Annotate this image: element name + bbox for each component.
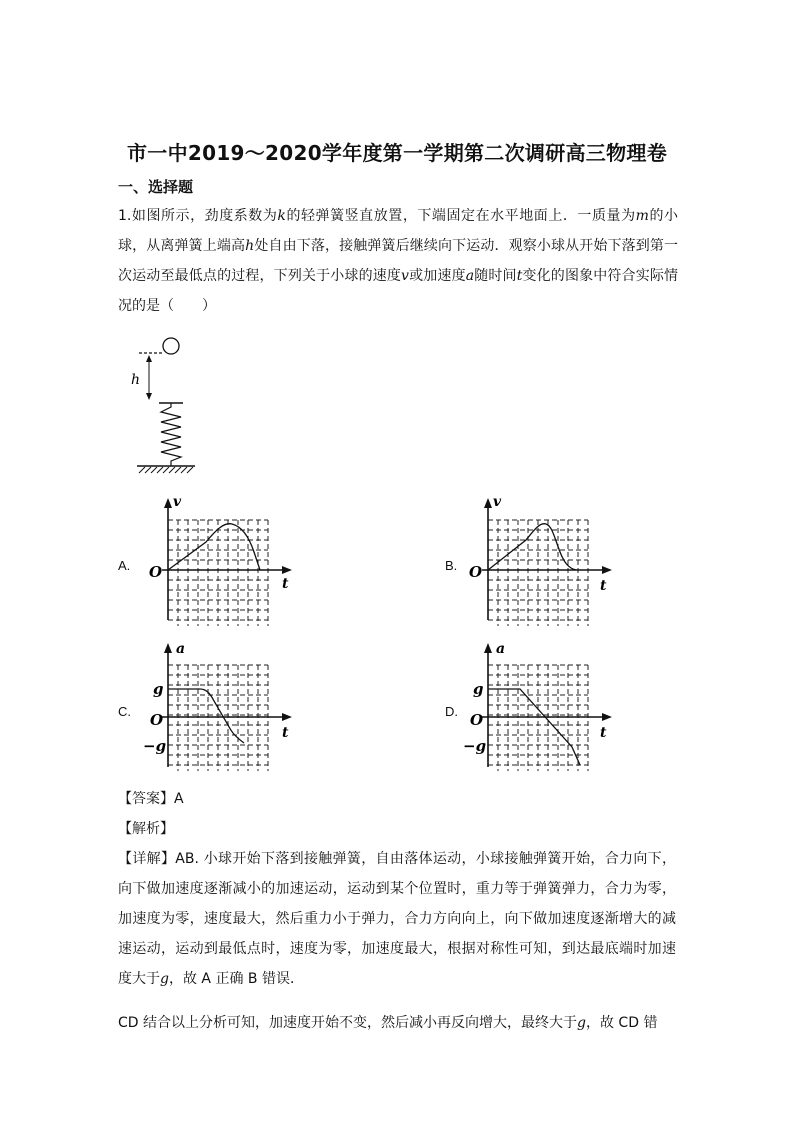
x-axis-label: t (282, 576, 289, 592)
y-axis-label: v (173, 494, 182, 510)
origin-label: O (469, 563, 483, 581)
graph-option-d (460, 637, 620, 777)
x-axis-label: t (600, 725, 607, 741)
curve (488, 524, 576, 570)
ground-hatch (139, 467, 193, 473)
x-axis-label: t (282, 725, 289, 741)
height-label: h (131, 372, 141, 388)
g-label: g (473, 680, 484, 698)
option-b-label: B. (445, 558, 458, 573)
y-axis-label: v (493, 494, 502, 510)
option-c-label: C. (118, 704, 131, 719)
question-number: 1. (118, 208, 132, 224)
analysis-tag: 【解析】 (118, 821, 174, 837)
detail-paragraph-cd: CD 结合以上分析可知，加速度开始不变，然后减小再反向增大，最终大于g，故 CD 错 (118, 1015, 658, 1031)
grid (488, 520, 588, 626)
origin-label: O (150, 711, 164, 729)
y-axis-label: a (496, 641, 506, 657)
answer-tag: 【答案】 (118, 791, 174, 807)
grid (168, 665, 268, 771)
curve (168, 524, 260, 570)
graph-option-c (140, 637, 300, 777)
option-d-label: D. (445, 704, 458, 719)
minus-g-label: −g (463, 737, 487, 755)
minus-g-label: −g (143, 737, 167, 755)
page-title: 市一中2019～2020学年度第一学期第二次调研高三物理卷 (126, 141, 668, 165)
answer-value: A (174, 791, 184, 807)
spring-figure (125, 333, 195, 478)
grid (168, 520, 268, 626)
section-heading: 一、选择题 (118, 178, 194, 196)
y-axis-label: a (176, 641, 186, 657)
answer-line (118, 788, 184, 808)
ball-icon (163, 338, 179, 354)
option-a-label: A. (118, 558, 131, 573)
spring-coil (161, 403, 181, 466)
grid (488, 665, 588, 771)
question-text: 1.如图所示，劲度系数为k的轻弹簧竖直放置，下端固定在水平地面上．一质量为m的小球，从离弹簧上端高h处自由下落，接触弹簧后继续向下运动．观察小球从开始下落到第一次运动至最低点的过程，下列关于小球的速度v或加速度a随时间t变化的图象中符合实际情况的是（ ） (118, 208, 679, 314)
curve (488, 689, 580, 765)
detail-paragraph: 【详解】AB. 小球开始下落到接触弹簧，自由落体运动，小球接触弹簧开始，合力向下，向下做加速度逐渐减小的加速运动，运动到某个位置时，重力等于弹簧弹力，合力为零，加速度为零，速度最大，然后重力小于弹力，合力方向向上，向下做加速度逐渐增大的减速运动，运动到最低点时，速度为零，加速度最大，根据对称性可知，到达最底端时加速度大于g，故 A 正确 B 错误． (118, 851, 676, 987)
detail-tag: 【详解】 (118, 851, 176, 867)
origin-label: O (470, 711, 484, 729)
x-axis-label: t (600, 578, 607, 594)
g-label: g (153, 680, 164, 698)
origin-label: O (149, 563, 163, 581)
graph-option-a (140, 492, 300, 632)
graph-option-b (460, 492, 620, 632)
